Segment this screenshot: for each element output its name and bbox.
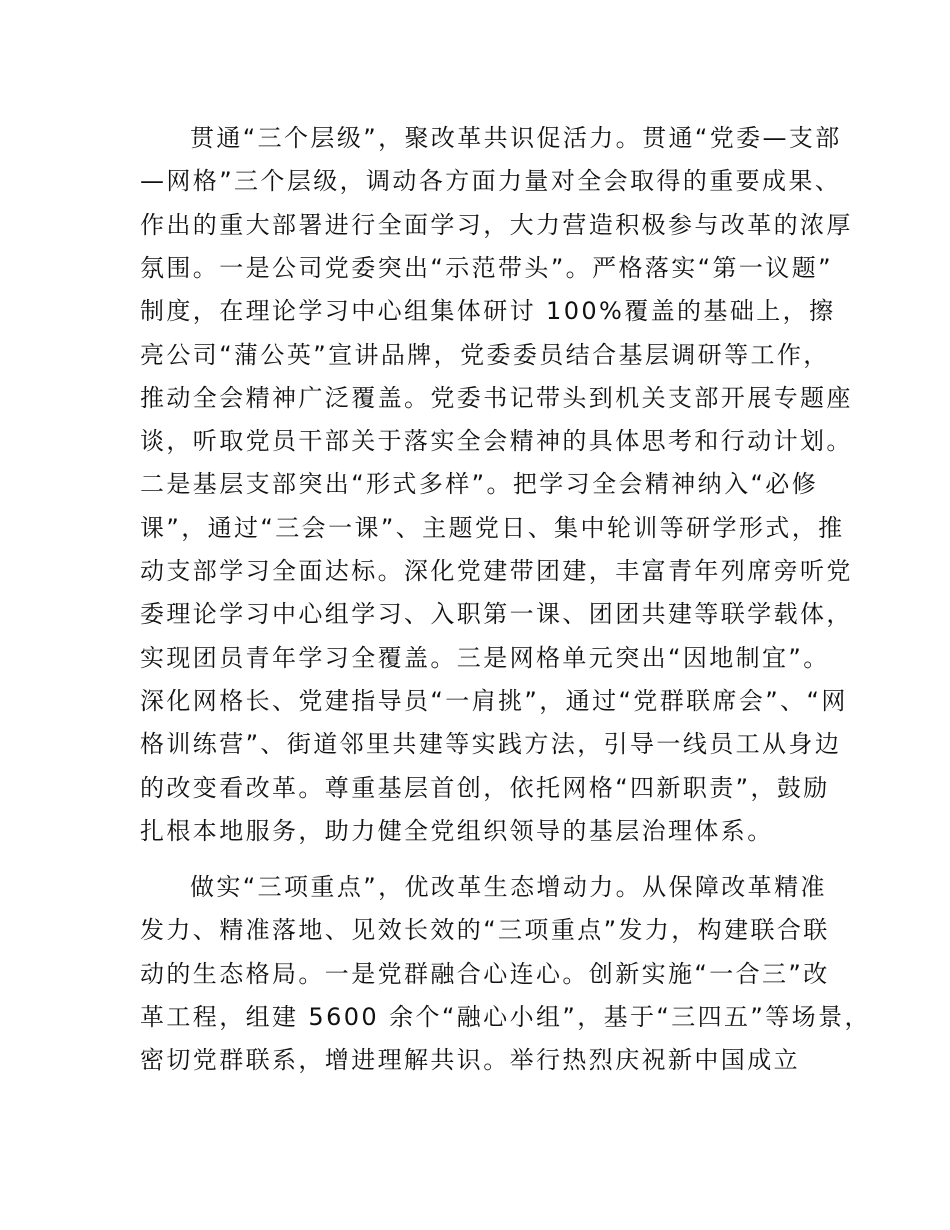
paragraph-1-line: 推动全会精神广泛覆盖。党委书记带头到机关支部开展专题座	[140, 383, 853, 412]
paragraph-1-line: 贯通“三个层级”，聚改革共识促活力。贯通“党委—支部	[190, 124, 842, 152]
paragraph-1-line: 的改变看改革。尊重基层首创，依托网格“四新职责”，鼓励	[140, 773, 830, 802]
paragraph-1-line: 委理论学习中心组学习、入职第一课、团团共建等联学载体，	[140, 600, 853, 629]
paragraph-1-line: 深化网格长、党建指导员“一肩挑”，通过“党群联席会”、“网	[140, 686, 848, 715]
paragraph-1-line: —网格”三个层级，调动各方面力量对全会取得的重要成果、	[140, 167, 842, 196]
paragraph-1-line: 氛围。一是公司党委突出“示范带头”。严格落实“第一议题”	[140, 253, 833, 282]
paragraph-2-line: 发力、精准落地、见效长效的“三项重点”发力，构建联合联	[140, 916, 830, 945]
paragraph-2-line: 动的生态格局。一是党群融合心连心。创新实施“一合三”改	[140, 959, 830, 988]
paragraph-1-line: 制度，在理论学习中心组集体研讨 100%覆盖的基础上，擦	[140, 297, 836, 326]
paragraph-1-line: 谈，听取党员干部关于落实全会精神的具体思考和行动计划。	[140, 427, 853, 456]
paragraph-1-line: 二是基层支部突出“形式多样”。把学习全会精神纳入“必修	[140, 470, 819, 499]
paragraph-1-line: 实现团员青年学习全覆盖。三是网格单元突出“因地制宜”。	[140, 643, 830, 672]
paragraph-2-line: 密切党群联系，增进理解共识。举行热烈庆祝新中国成立	[140, 1046, 800, 1075]
paragraph-2-line: 做实“三项重点”，优改革生态增动力。从保障改革精准	[190, 873, 827, 901]
paragraph-2-line: 革工程，组建 5600 余个“融心小组”，基于“三四五”等场景，	[140, 1002, 871, 1031]
paragraph-1-line: 课”，通过“三会一课”、主题党日、集中轮训等研学形式，推	[140, 513, 845, 542]
paragraph-1-line: 作出的重大部署进行全面学习，大力营造积极参与改革的浓厚	[140, 210, 853, 239]
paragraph-1-line: 亮公司“蒲公英”宣讲品牌，党委委员结合基层调研等工作，	[140, 340, 830, 369]
paragraph-1-line: 格训练营”、街道邻里共建等实践方法，引导一线员工从身边	[140, 730, 842, 759]
paragraph-1-line: 动支部学习全面达标。深化党建带团建，丰富青年列席旁听党	[140, 557, 853, 585]
paragraph-1-line: 扎根本地服务，助力健全党组织领导的基层治理体系。	[140, 816, 774, 845]
